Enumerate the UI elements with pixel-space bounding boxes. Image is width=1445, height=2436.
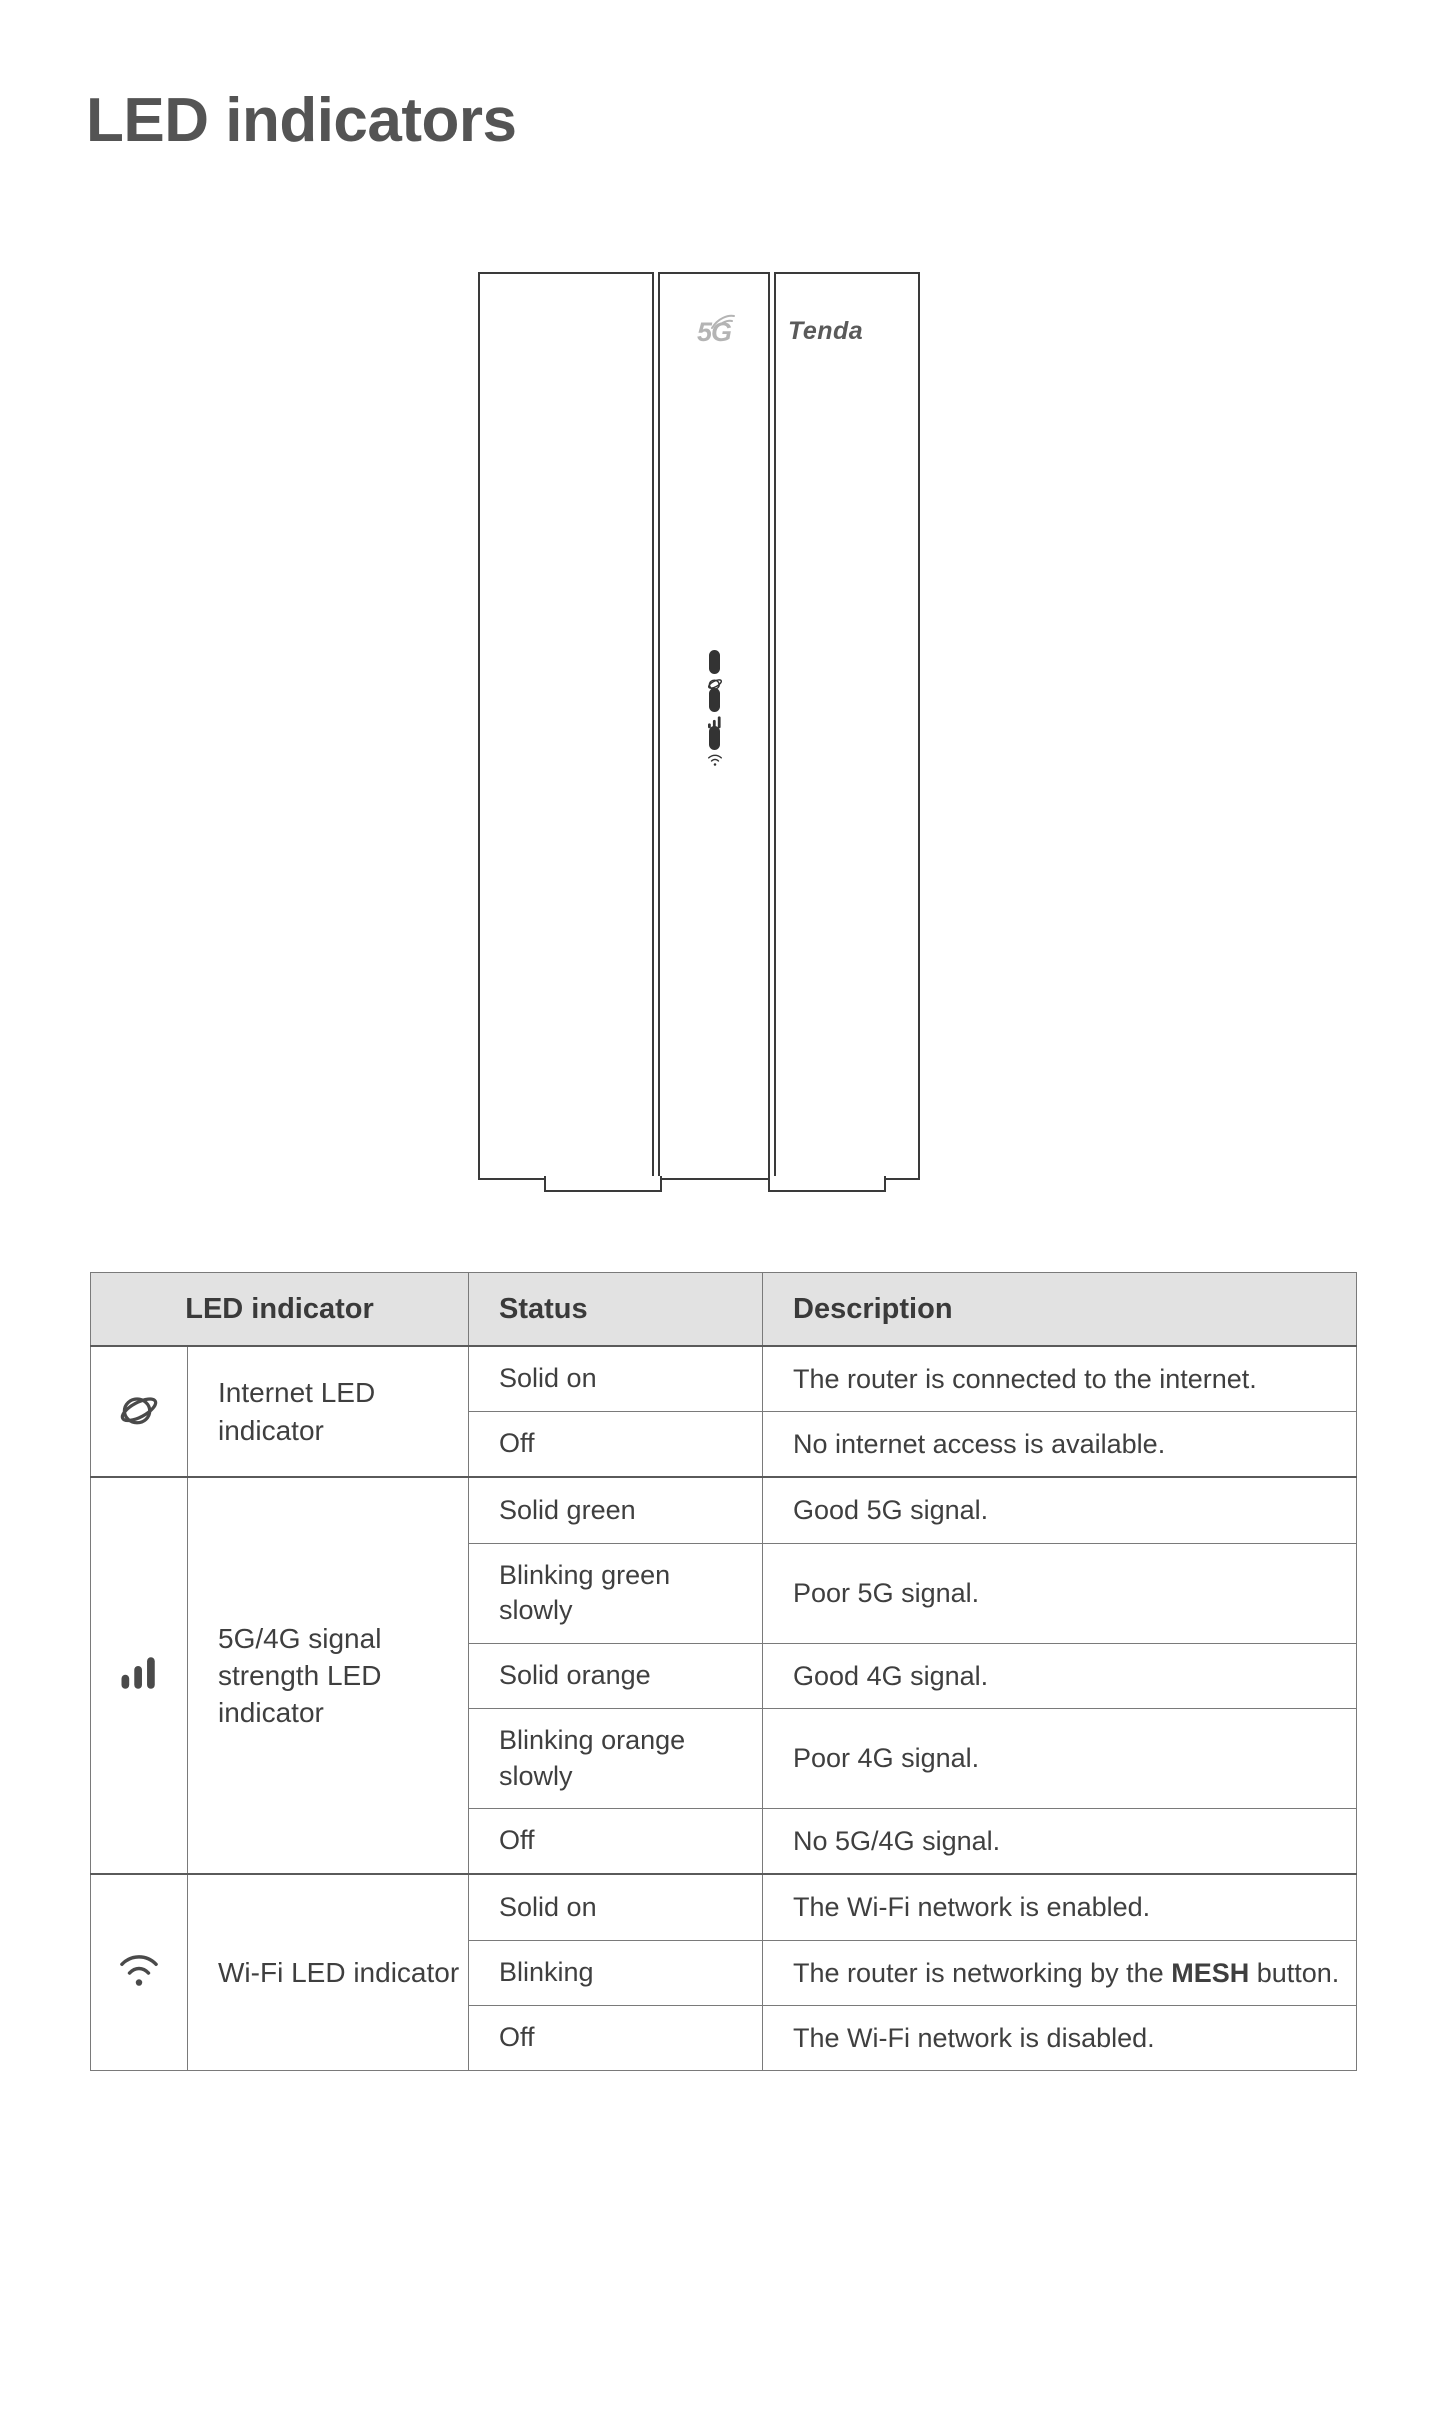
table-row: [91, 1874, 1357, 1940]
status-cell: Solid on: [469, 1874, 763, 1940]
description-cell: [763, 1940, 1357, 2005]
status-cell: Off: [469, 2005, 763, 2070]
table-row: [91, 1477, 1357, 1543]
status-cell: Solid on: [469, 1346, 763, 1412]
router-illustration: [478, 272, 920, 1192]
row-icon-wifi: [91, 1874, 188, 2070]
router-brand-logo: Tenda: [788, 317, 864, 345]
wifi-icon: [706, 753, 724, 767]
row-icon-internet: [91, 1346, 188, 1477]
router-led-strip: [696, 650, 734, 760]
status-cell: Off: [469, 1412, 763, 1478]
led-indicator-table: [90, 1272, 1357, 2071]
description-cell: Good 4G signal.: [763, 1643, 1357, 1708]
table-header-row: [91, 1273, 1357, 1347]
router-foot-left: [544, 1176, 662, 1192]
column-header-description: Description: [763, 1273, 1357, 1347]
led-pill-internet: [709, 650, 720, 674]
router-foot-right: [768, 1176, 886, 1192]
column-header-led-indicator: LED indicator: [91, 1273, 469, 1347]
signal-bars-icon: [118, 1655, 160, 1691]
column-header-status: Status: [469, 1273, 763, 1347]
description-cell: Poor 5G signal.: [763, 1543, 1357, 1643]
router-panel-left: [478, 272, 654, 1180]
status-cell: Solid orange: [469, 1643, 763, 1708]
description-text-post: button.: [1249, 1957, 1340, 1988]
table-row: [91, 1346, 1357, 1412]
row-label-signal: 5G/4G signal strength LED indicator: [188, 1477, 469, 1874]
wifi-icon: [116, 1951, 162, 1989]
router-5g-logo: [674, 310, 754, 354]
row-label-wifi: Wi-Fi LED indicator: [188, 1874, 469, 2070]
description-cell: Good 5G signal.: [763, 1477, 1357, 1543]
description-cell: The Wi-Fi network is disabled.: [763, 2005, 1357, 2070]
router-5g-logo-text: 5G: [696, 317, 732, 347]
led-pill-wifi: [709, 726, 720, 750]
row-label-internet: Internet LED indicator: [188, 1346, 469, 1477]
led-pill-signal: [709, 688, 720, 712]
description-cell: No internet access is available.: [763, 1412, 1357, 1478]
page-title: LED indicators: [86, 86, 517, 155]
status-cell: Off: [469, 1809, 763, 1875]
description-cell: No 5G/4G signal.: [763, 1809, 1357, 1875]
row-icon-signal: [91, 1477, 188, 1874]
status-cell: Blinking orange slowly: [469, 1708, 763, 1808]
status-cell: Solid green: [469, 1477, 763, 1543]
description-cell: The Wi-Fi network is enabled.: [763, 1874, 1357, 1940]
description-text-pre: The router is networking by the: [793, 1957, 1172, 1988]
mesh-keyword: MESH: [1171, 1957, 1250, 1988]
status-cell: Blinking: [469, 1940, 763, 2005]
signal-swoosh-icon: [710, 314, 736, 334]
router-panel-right: [774, 272, 920, 1180]
description-cell: Poor 4G signal.: [763, 1708, 1357, 1808]
description-cell: The router is connected to the internet.: [763, 1346, 1357, 1412]
globe-ring-icon: [116, 1389, 162, 1429]
status-cell: Blinking green slowly: [469, 1543, 763, 1643]
